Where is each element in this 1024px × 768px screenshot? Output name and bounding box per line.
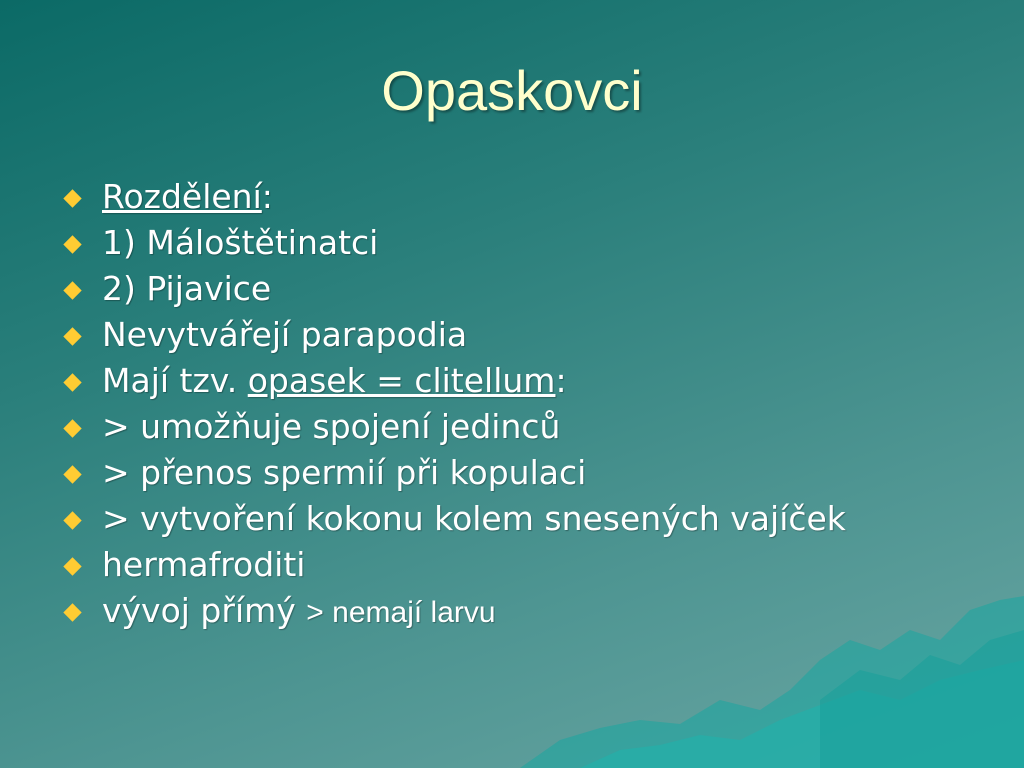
underlined-text: opasek = clitellum	[247, 361, 556, 400]
diamond-bullet-icon	[63, 189, 81, 207]
diamond-bullet-icon	[63, 511, 81, 529]
diamond-bullet-icon	[63, 603, 81, 621]
list-item	[62, 592, 862, 632]
slide-title: Opaskovci	[381, 59, 643, 122]
item-text: > vytvoření kokonu kolem snesených vajíček	[102, 499, 846, 538]
list-item	[62, 270, 862, 308]
list-item	[62, 316, 862, 354]
diamond-bullet-icon	[63, 235, 81, 253]
item-note: > nemají larvu	[306, 596, 496, 629]
item-text: > přenos spermií při kopulaci	[102, 453, 587, 492]
item-text: 1) Máloštětinatci	[102, 223, 379, 262]
item-text: > umožňuje spojení jedinců	[102, 407, 561, 446]
list-item	[62, 454, 862, 492]
diamond-bullet-icon	[63, 281, 81, 299]
diamond-bullet-icon	[63, 557, 81, 575]
list-item	[62, 362, 862, 400]
item-text: Nevytvářejí parapodia	[102, 315, 468, 354]
bullet-list	[62, 178, 862, 640]
underlined-text: Rozdělení	[102, 177, 262, 216]
item-text: hermafroditi	[102, 545, 306, 584]
item-text: 2) Pijavice	[102, 269, 272, 308]
diamond-bullet-icon	[63, 373, 81, 391]
item-prefix: Mají tzv.	[102, 361, 248, 400]
list-item	[62, 546, 862, 584]
list-item	[62, 178, 862, 216]
diamond-bullet-icon	[63, 419, 81, 437]
list-item	[62, 224, 862, 262]
item-text: :	[555, 361, 567, 400]
diamond-bullet-icon	[63, 465, 81, 483]
diamond-bullet-icon	[63, 327, 81, 345]
list-item	[62, 408, 862, 446]
item-text: :	[261, 177, 273, 216]
list-item	[62, 500, 862, 538]
item-text: vývoj přímý	[102, 591, 307, 630]
